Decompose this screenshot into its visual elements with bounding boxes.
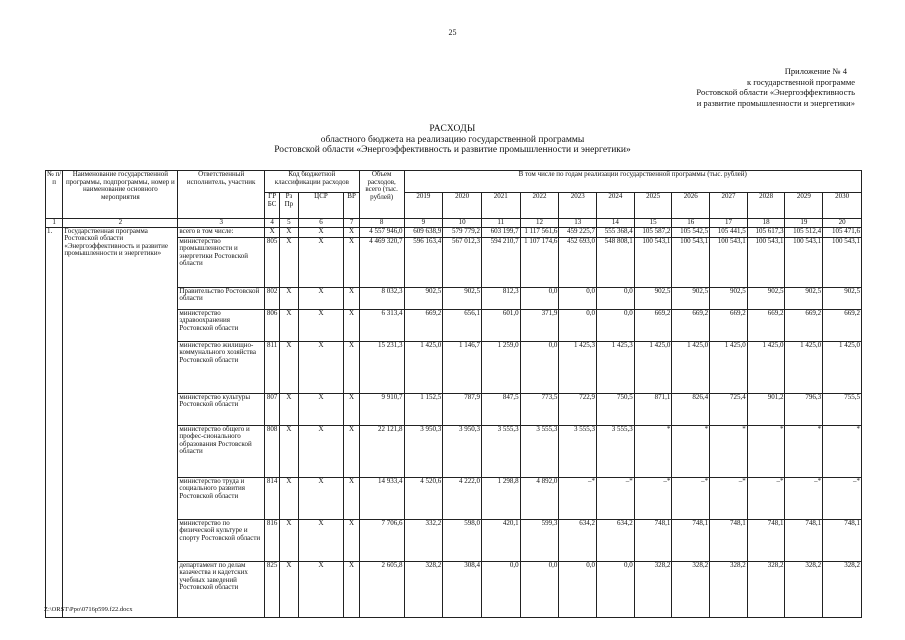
year-amount: 0,0 bbox=[520, 287, 559, 309]
year-amount: 748,1 bbox=[747, 519, 785, 561]
grbs-code: 807 bbox=[264, 393, 279, 425]
csr-code: X bbox=[298, 227, 344, 237]
vr-code: X bbox=[344, 425, 359, 477]
year-amount: 1 107 174,6 bbox=[520, 237, 559, 287]
year-amount: 579 779,2 bbox=[443, 227, 482, 237]
rzpr-code: X bbox=[280, 561, 298, 617]
participant: министерство общего и профес-сионального образования Ростовской области bbox=[178, 425, 265, 477]
year-amount: 0,0 bbox=[520, 341, 559, 393]
year-amount: 1 425,0 bbox=[747, 341, 785, 393]
year-amount: 656,1 bbox=[443, 309, 482, 341]
year-amount: 669,2 bbox=[404, 309, 443, 341]
year-amount: 3 555,3 bbox=[597, 425, 635, 477]
year-amount: 902,5 bbox=[672, 287, 710, 309]
year-amount: 308,4 bbox=[443, 561, 482, 617]
title-line: Ростовской области «Энергоэффективность и развитие промышленности и энергетики» bbox=[274, 145, 631, 155]
year-amount: 100 543,1 bbox=[672, 237, 710, 287]
csr-code: X bbox=[298, 393, 344, 425]
year-amount: 105 441,5 bbox=[710, 227, 748, 237]
year-amount: 748,1 bbox=[823, 519, 862, 561]
column-index: 16 bbox=[672, 219, 710, 228]
rzpr-code: X bbox=[280, 393, 298, 425]
year-amount: 328,2 bbox=[404, 561, 443, 617]
csr-code: X bbox=[298, 309, 344, 341]
participant: министерство здравоохранения Ростовской области bbox=[178, 309, 265, 341]
title-line: областного бюджета на реализацию государственной программы bbox=[320, 134, 585, 145]
header-year: 2021 bbox=[481, 193, 520, 219]
vr-code: X bbox=[344, 227, 359, 237]
year-amount: 0,0 bbox=[559, 287, 597, 309]
year-amount: 459 225,7 bbox=[559, 227, 597, 237]
year-amount: 420,1 bbox=[481, 519, 520, 561]
header-year: 2022 bbox=[520, 193, 559, 219]
year-amount: 0,0 bbox=[481, 561, 520, 617]
vr-code: X bbox=[344, 309, 359, 341]
year-amount: 1 425,0 bbox=[823, 341, 862, 393]
column-index: 2 bbox=[63, 219, 178, 228]
year-amount: 567 012,3 bbox=[443, 237, 482, 287]
year-amount: * bbox=[747, 425, 785, 477]
total-volume: 14 933,4 bbox=[359, 477, 404, 519]
participant: всего в том числе: bbox=[178, 227, 265, 237]
year-amount: 328,2 bbox=[823, 561, 862, 617]
column-index: 7 bbox=[344, 219, 359, 228]
expenses-table bbox=[45, 170, 862, 618]
year-amount: * bbox=[785, 425, 823, 477]
year-amount: 634,2 bbox=[559, 519, 597, 561]
year-amount: 0,0 bbox=[597, 561, 635, 617]
rzpr-code: X bbox=[280, 309, 298, 341]
year-amount: 3 950,3 bbox=[443, 425, 482, 477]
column-index: 4 bbox=[264, 219, 279, 228]
total-volume: 9 910,7 bbox=[359, 393, 404, 425]
year-amount: 1 425,0 bbox=[710, 341, 748, 393]
year-amount: 100 543,1 bbox=[823, 237, 862, 287]
year-amount: 847,5 bbox=[481, 393, 520, 425]
vr-code: X bbox=[344, 561, 359, 617]
column-index: 9 bbox=[404, 219, 443, 228]
year-amount: –* bbox=[747, 477, 785, 519]
header-year: 2028 bbox=[747, 193, 785, 219]
year-amount: 669,2 bbox=[823, 309, 862, 341]
year-amount: * bbox=[634, 425, 672, 477]
year-amount: 773,5 bbox=[520, 393, 559, 425]
csr-code: X bbox=[298, 425, 344, 477]
year-amount: –* bbox=[823, 477, 862, 519]
column-index: 5 bbox=[280, 219, 298, 228]
participant: Правительство Ростовской области bbox=[178, 287, 265, 309]
column-index: 15 bbox=[634, 219, 672, 228]
year-amount: 902,5 bbox=[823, 287, 862, 309]
column-index: 10 bbox=[443, 219, 482, 228]
column-index: 20 bbox=[823, 219, 862, 228]
year-amount: 1 425,3 bbox=[597, 341, 635, 393]
year-amount: 755,5 bbox=[823, 393, 862, 425]
year-amount: 100 543,1 bbox=[747, 237, 785, 287]
year-amount: 0,0 bbox=[559, 561, 597, 617]
participant: министерство промышленности и энергетики Ростовской области bbox=[178, 237, 265, 287]
total-volume: 4 469 320,7 bbox=[359, 237, 404, 287]
rzpr-code: X bbox=[280, 341, 298, 393]
year-amount: 105 587,2 bbox=[634, 227, 672, 237]
appendix-line: Приложение № 4 bbox=[784, 66, 847, 76]
year-amount: 3 555,3 bbox=[481, 425, 520, 477]
year-amount: * bbox=[710, 425, 748, 477]
year-amount: 0,0 bbox=[597, 309, 635, 341]
year-amount: 3 950,3 bbox=[404, 425, 443, 477]
program-name: Государственная программа Ростовской области «Энергоэффективность и развитие промышленности и энергетики» bbox=[63, 227, 178, 617]
program-number: 1. bbox=[46, 227, 63, 617]
csr-code: X bbox=[298, 287, 344, 309]
participant: министерство по физической культуре и спорту Ростовской области bbox=[178, 519, 265, 561]
header-year: 2019 bbox=[404, 193, 443, 219]
year-amount: 902,5 bbox=[443, 287, 482, 309]
column-index: 8 bbox=[359, 219, 404, 228]
year-amount: 596 163,4 bbox=[404, 237, 443, 287]
header-volume: Объем расходов, всего (тыс. рублей) bbox=[359, 171, 404, 219]
page-number: 25 bbox=[448, 28, 457, 37]
year-amount: * bbox=[823, 425, 862, 477]
total-volume: 4 557 946,0 bbox=[359, 227, 404, 237]
column-index: 14 bbox=[597, 219, 635, 228]
header-year: 2027 bbox=[710, 193, 748, 219]
column-index: 6 bbox=[298, 219, 344, 228]
year-amount: 871,1 bbox=[634, 393, 672, 425]
year-amount: 1 146,7 bbox=[443, 341, 482, 393]
year-amount: –* bbox=[710, 477, 748, 519]
year-amount: –* bbox=[634, 477, 672, 519]
year-amount: 826,4 bbox=[672, 393, 710, 425]
year-amount: 1 425,0 bbox=[785, 341, 823, 393]
year-amount: 100 543,1 bbox=[634, 237, 672, 287]
total-volume: 6 313,4 bbox=[359, 309, 404, 341]
year-amount: –* bbox=[559, 477, 597, 519]
year-amount: 0,0 bbox=[597, 287, 635, 309]
total-volume: 7 706,6 bbox=[359, 519, 404, 561]
year-amount: 748,1 bbox=[672, 519, 710, 561]
column-index: 19 bbox=[785, 219, 823, 228]
header-year: 2023 bbox=[559, 193, 597, 219]
year-amount: –* bbox=[785, 477, 823, 519]
grbs-code: 805 bbox=[264, 237, 279, 287]
year-amount: 902,5 bbox=[785, 287, 823, 309]
header-csr: ЦСР bbox=[298, 193, 344, 219]
year-amount: 332,2 bbox=[404, 519, 443, 561]
header-year: 2030 bbox=[823, 193, 862, 219]
column-index: 1 bbox=[46, 219, 63, 228]
column-index: 3 bbox=[178, 219, 265, 228]
file-path-footer: Z:\ORST\Ppo\0716p599.f22.docx bbox=[44, 606, 133, 613]
vr-code: X bbox=[344, 237, 359, 287]
year-amount: 0,0 bbox=[520, 561, 559, 617]
column-index: 13 bbox=[559, 219, 597, 228]
grbs-code: 806 bbox=[264, 309, 279, 341]
year-amount: –* bbox=[597, 477, 635, 519]
year-amount: 328,2 bbox=[785, 561, 823, 617]
grbs-code: 802 bbox=[264, 287, 279, 309]
header-name: Наименование государственной программы, подпрограммы, номер и наименование основного мероприятия bbox=[63, 171, 178, 219]
appendix-header bbox=[595, 66, 855, 108]
year-amount: 548 808,1 bbox=[597, 237, 635, 287]
header-year: 2024 bbox=[597, 193, 635, 219]
grbs-code: 811 bbox=[264, 341, 279, 393]
appendix-line: Ростовской области «Энергоэффективность bbox=[696, 87, 855, 97]
vr-code: X bbox=[344, 287, 359, 309]
year-amount: 328,2 bbox=[710, 561, 748, 617]
rzpr-code: X bbox=[280, 227, 298, 237]
year-amount: 328,2 bbox=[672, 561, 710, 617]
year-amount: 812,3 bbox=[481, 287, 520, 309]
header-year: 2029 bbox=[785, 193, 823, 219]
year-amount: 669,2 bbox=[634, 309, 672, 341]
year-amount: 105 617,3 bbox=[747, 227, 785, 237]
year-amount: 634,2 bbox=[597, 519, 635, 561]
year-amount: 901,2 bbox=[747, 393, 785, 425]
header-responsible: Ответственный исполнитель, участник bbox=[178, 171, 265, 219]
header-year: 2025 bbox=[634, 193, 672, 219]
column-index: 12 bbox=[520, 219, 559, 228]
year-amount: 748,1 bbox=[710, 519, 748, 561]
year-amount: 1 425,3 bbox=[559, 341, 597, 393]
header-years-group: В том числе по годам реализации государственной программы (тыс. рублей) bbox=[404, 171, 861, 193]
vr-code: X bbox=[344, 341, 359, 393]
year-amount: 1 259,0 bbox=[481, 341, 520, 393]
grbs-code: 814 bbox=[264, 477, 279, 519]
year-amount: 1 425,0 bbox=[634, 341, 672, 393]
year-amount: 1 425,0 bbox=[404, 341, 443, 393]
header-num: № п/п bbox=[46, 171, 63, 219]
year-amount: 105 542,5 bbox=[672, 227, 710, 237]
year-amount: 1 425,0 bbox=[672, 341, 710, 393]
year-amount: 748,1 bbox=[785, 519, 823, 561]
header-grbs: ГР БС bbox=[264, 193, 279, 219]
year-amount: 722,9 bbox=[559, 393, 597, 425]
year-amount: 796,3 bbox=[785, 393, 823, 425]
year-amount: 1 152,5 bbox=[404, 393, 443, 425]
rzpr-code: X bbox=[280, 477, 298, 519]
year-amount: 4 892,0 bbox=[520, 477, 559, 519]
grbs-code: 825 bbox=[264, 561, 279, 617]
column-index: 17 bbox=[710, 219, 748, 228]
total-volume: 2 605,8 bbox=[359, 561, 404, 617]
table-row bbox=[46, 227, 862, 237]
appendix-line: к государственной программе bbox=[746, 76, 855, 87]
year-amount: 100 543,1 bbox=[785, 237, 823, 287]
year-amount: 105 512,4 bbox=[785, 227, 823, 237]
title-line: РАСХОДЫ bbox=[429, 124, 476, 134]
document-title bbox=[0, 124, 905, 156]
year-amount: * bbox=[672, 425, 710, 477]
total-volume: 15 231,3 bbox=[359, 341, 404, 393]
year-amount: 328,2 bbox=[634, 561, 672, 617]
header-year: 2020 bbox=[443, 193, 482, 219]
rzpr-code: X bbox=[280, 237, 298, 287]
column-index: 18 bbox=[747, 219, 785, 228]
year-amount: 609 638,9 bbox=[404, 227, 443, 237]
year-amount: 105 471,6 bbox=[823, 227, 862, 237]
csr-code: X bbox=[298, 341, 344, 393]
year-amount: 1 298,8 bbox=[481, 477, 520, 519]
year-amount: –* bbox=[672, 477, 710, 519]
csr-code: X bbox=[298, 477, 344, 519]
year-amount: 3 555,3 bbox=[559, 425, 597, 477]
year-amount: 748,1 bbox=[634, 519, 672, 561]
vr-code: X bbox=[344, 393, 359, 425]
header-budget-code: Код бюджетной классификации расходов bbox=[264, 171, 359, 193]
vr-code: X bbox=[344, 477, 359, 519]
year-amount: 0,0 bbox=[559, 309, 597, 341]
rzpr-code: X bbox=[280, 519, 298, 561]
total-volume: 8 032,3 bbox=[359, 287, 404, 309]
year-amount: 750,5 bbox=[597, 393, 635, 425]
year-amount: 4 520,6 bbox=[404, 477, 443, 519]
year-amount: 902,5 bbox=[634, 287, 672, 309]
csr-code: X bbox=[298, 561, 344, 617]
year-amount: 603 199,7 bbox=[481, 227, 520, 237]
grbs-code: X bbox=[264, 227, 279, 237]
year-amount: 669,2 bbox=[710, 309, 748, 341]
total-volume: 22 121,8 bbox=[359, 425, 404, 477]
year-amount: 4 222,0 bbox=[443, 477, 482, 519]
year-amount: 555 368,4 bbox=[597, 227, 635, 237]
participant: министерство культуры Ростовской области bbox=[178, 393, 265, 425]
year-amount: 669,2 bbox=[747, 309, 785, 341]
header-rzpr: Рз Пр bbox=[280, 193, 298, 219]
grbs-code: 808 bbox=[264, 425, 279, 477]
year-amount: 669,2 bbox=[672, 309, 710, 341]
year-amount: 599,3 bbox=[520, 519, 559, 561]
year-amount: 601,0 bbox=[481, 309, 520, 341]
year-amount: 787,9 bbox=[443, 393, 482, 425]
column-index: 11 bbox=[481, 219, 520, 228]
year-amount: 371,9 bbox=[520, 309, 559, 341]
appendix-line: и развитие промышленности и энергетики» bbox=[696, 97, 855, 108]
csr-code: X bbox=[298, 237, 344, 287]
year-amount: 594 210,7 bbox=[481, 237, 520, 287]
participant: министерство жилищно-коммунального хозяйства Ростовской области bbox=[178, 341, 265, 393]
rzpr-code: X bbox=[280, 425, 298, 477]
year-amount: 1 117 561,6 bbox=[520, 227, 559, 237]
year-amount: 100 543,1 bbox=[710, 237, 748, 287]
year-amount: 902,5 bbox=[404, 287, 443, 309]
csr-code: X bbox=[298, 519, 344, 561]
participant: департамент по делам казачества и кадетских учебных заведений Ростовской области bbox=[178, 561, 265, 617]
year-amount: 3 555,3 bbox=[520, 425, 559, 477]
year-amount: 725,4 bbox=[710, 393, 748, 425]
rzpr-code: X bbox=[280, 287, 298, 309]
vr-code: X bbox=[344, 519, 359, 561]
year-amount: 598,0 bbox=[443, 519, 482, 561]
participant: министерство труда и социального развития Ростовской области bbox=[178, 477, 265, 519]
header-vr: ВР bbox=[344, 193, 359, 219]
grbs-code: 816 bbox=[264, 519, 279, 561]
year-amount: 452 693,0 bbox=[559, 237, 597, 287]
year-amount: 902,5 bbox=[710, 287, 748, 309]
year-amount: 902,5 bbox=[747, 287, 785, 309]
header-year: 2026 bbox=[672, 193, 710, 219]
year-amount: 328,2 bbox=[747, 561, 785, 617]
year-amount: 669,2 bbox=[785, 309, 823, 341]
